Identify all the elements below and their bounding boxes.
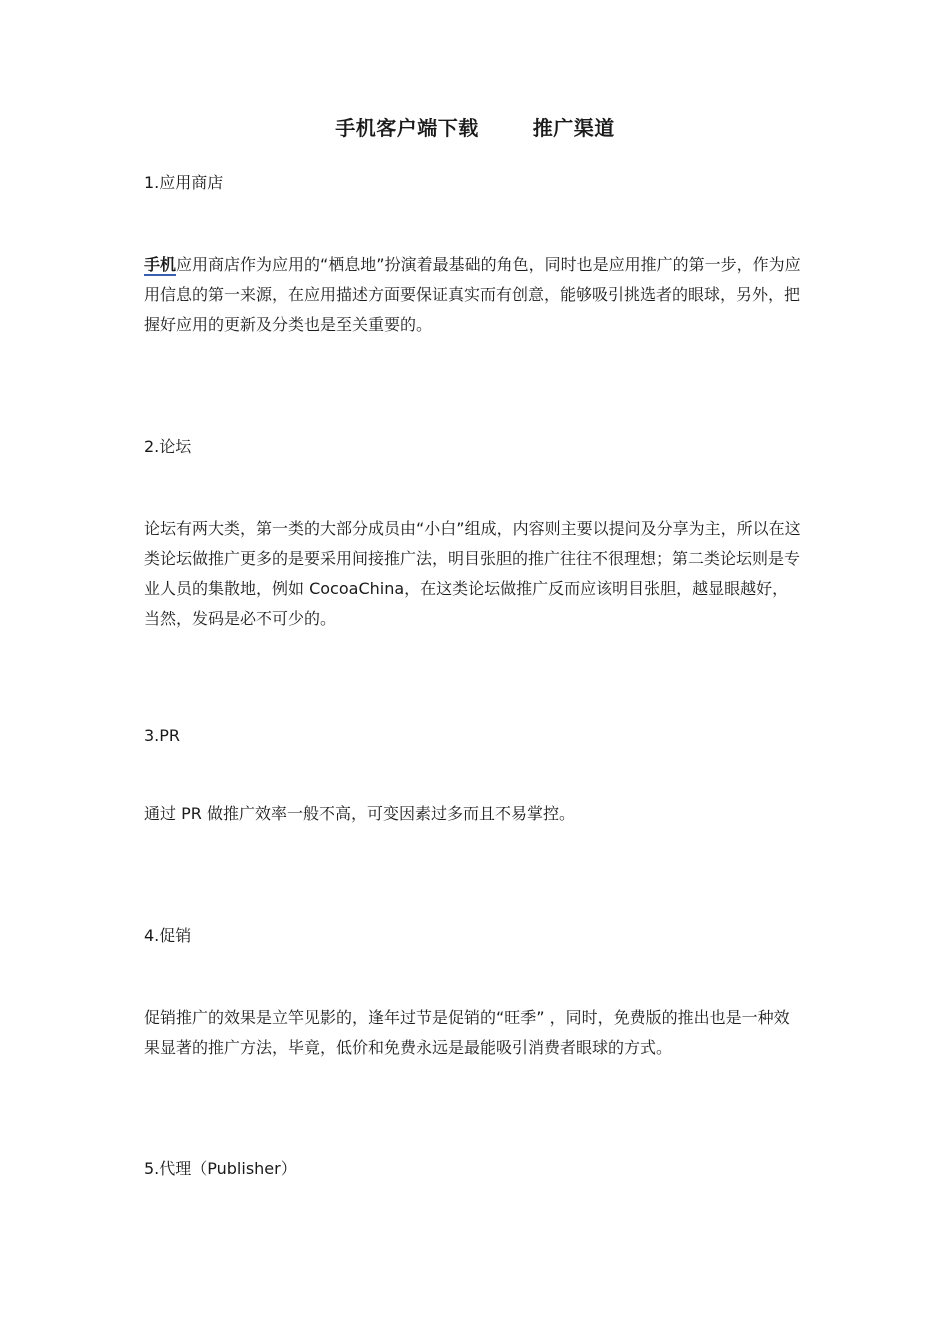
page-title xyxy=(0,112,950,141)
paragraph-text: 应用商店作为应用的“栖息地”扮演着最基础的角色，同时也是应用推广的第一步，作为应用信息的第一来源，在应用描述方面要保证真实而有创意，能够吸引挑选者的眼球，另外，把握好应用的更新及分类也是至关重要的。 xyxy=(144,255,801,334)
section-paragraph-pr: 通过 PR 做推广效率一般不高，可变因素过多而且不易掌控。 xyxy=(144,804,575,823)
section-heading-pr: 3.PR xyxy=(144,726,181,745)
section-heading-publisher: 5.代理（Publisher） xyxy=(144,1159,297,1178)
keyword-link[interactable]: 手机 xyxy=(144,255,177,274)
section-heading-forum: 2.论坛 xyxy=(144,437,192,456)
title-part-1: 手机客户端下载 xyxy=(335,116,479,140)
section-paragraph-app-store xyxy=(144,250,804,340)
section-paragraph-promotion: 促销推广的效果是立竿见影的，逢年过节是促销的“旺季” ，同时，免费版的推出也是一种效果显著的推广方法，毕竟，低价和免费永远是最能吸引消费者眼球的方式。 xyxy=(144,1008,790,1057)
section-heading-promotion: 4.促销 xyxy=(144,926,192,945)
title-part-2: 推广渠道 xyxy=(532,116,615,140)
section-heading-app-store: 1.应用商店 xyxy=(144,173,224,192)
section-paragraph-forum: 论坛有两大类，第一类的大部分成员由“小白”组成，内容则主要以提问及分享为主，所以在这类论坛做推广更多的是要采用间接推广法，明目张胆的推广往往不很理想；第二类论坛则是专业人员的集散地，例如 CocoaChina，在这类论坛做推广反而应该明目张胆，越显眼越好，当然，发码是必不可少的。 xyxy=(144,519,801,628)
